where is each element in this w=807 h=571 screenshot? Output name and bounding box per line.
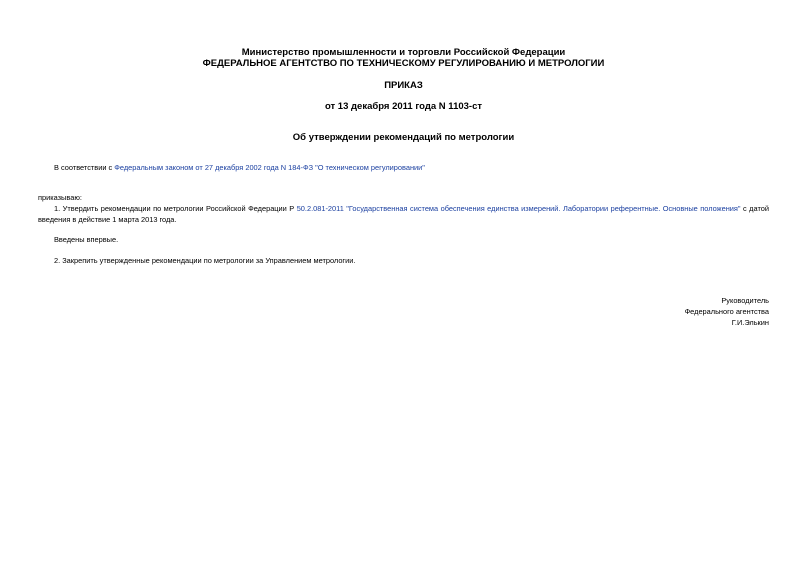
document-date-number: от 13 декабря 2011 года N 1103-ст: [324, 101, 483, 112]
item-1-prefix: 1. Утвердить рекомендации по метрологии Российской Федерации Р: [54, 204, 297, 213]
preamble-prefix: В соответствии с: [54, 163, 115, 172]
item-1-suffix: с датой введения в действие 1 марта 2013 года.: [38, 204, 769, 224]
item-1-paragraph: [38, 203, 769, 225]
item-2-paragraph: 2. Закрепить утвержденные рекомендации по метрологии за Управлением метрологии.: [54, 256, 356, 265]
order-word: приказываю:: [38, 193, 82, 202]
recommendation-link[interactable]: 50.2.081-2011 "Государственная система обеспечения единства измерений. Лаборатории референтные. Основные положения": [296, 204, 741, 213]
introduced-note: Введены впервые.: [54, 235, 119, 244]
federal-law-link[interactable]: Федеральным законом от 27 декабря 2002 года N 184-ФЗ "О техническом регулировании": [114, 163, 425, 172]
preamble: [54, 162, 425, 173]
ministry-title: Министерство промышленности и торговли Российской Федерации: [241, 47, 566, 58]
agency-title: ФЕДЕРАЛЬНОЕ АГЕНТСТВО ПО ТЕХНИЧЕСКОМУ РЕГУЛИРОВАНИЮ И МЕТРОЛОГИИ: [202, 58, 605, 69]
signature-title-2: Федерального агентства: [684, 307, 769, 316]
document-subject: Об утверждении рекомендаций по метрологии: [292, 132, 515, 143]
signature-title-1: Руководитель: [721, 296, 769, 305]
signature-name: Г.И.Элькин: [731, 318, 769, 327]
document-type: ПРИКАЗ: [384, 80, 423, 91]
